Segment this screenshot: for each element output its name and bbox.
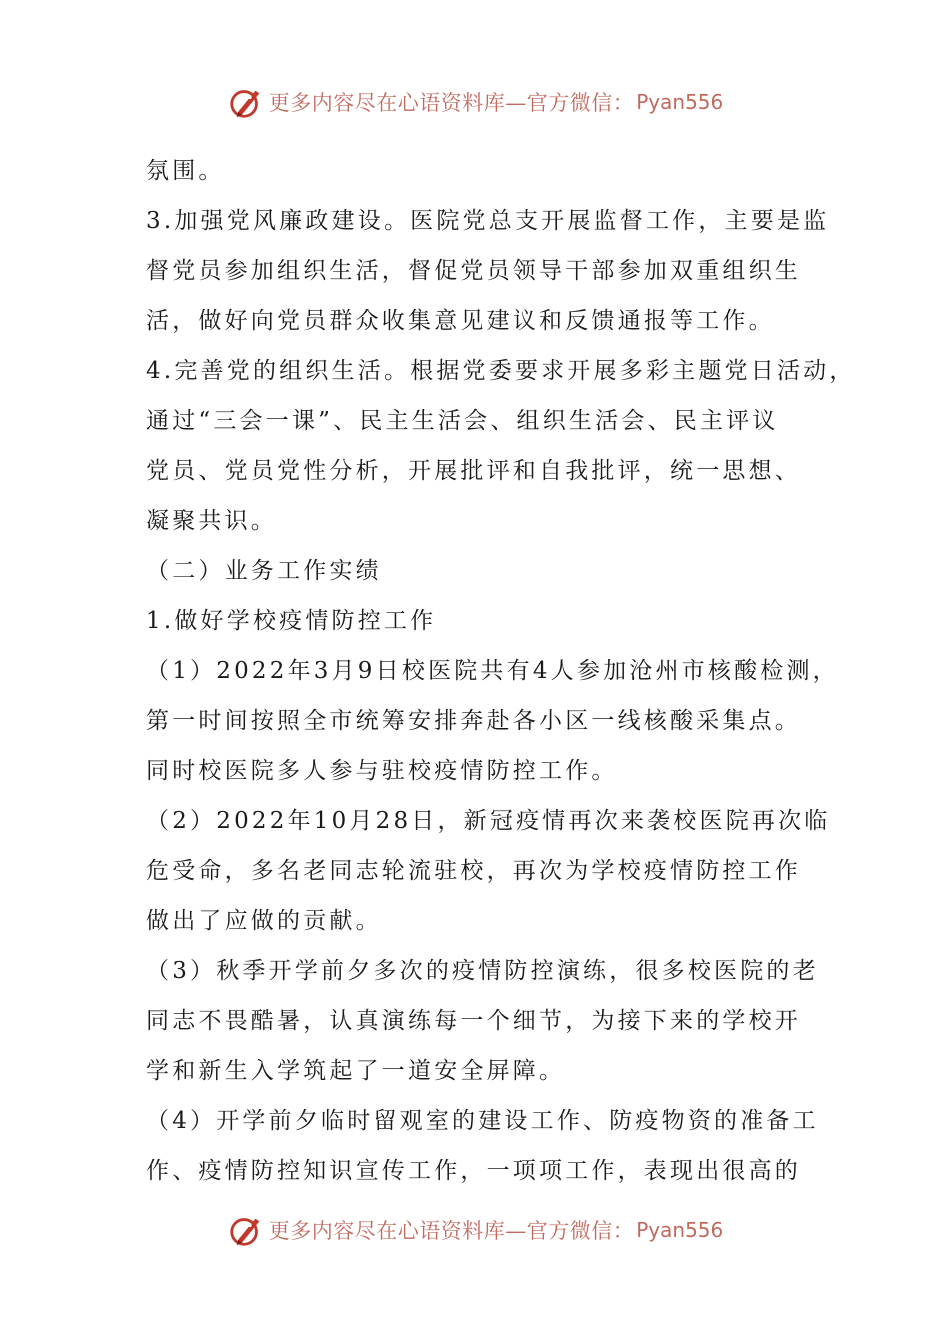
text-line: 危受命，多名老同志轮流驻校，再次为学校疫情防控工作	[146, 858, 801, 884]
text-line: 同志不畏酷暑，认真演练每一个细节，为接下来的学校开	[146, 1008, 801, 1034]
text-line: 凝聚共识。	[146, 508, 277, 534]
banner-text: 更多内容尽在心语资料库—官方微信：	[268, 1219, 635, 1243]
text-line: 做出了应做的贡献。	[146, 908, 382, 934]
footer-watermark-banner	[0, 1208, 950, 1252]
section-heading: （二）业务工作实绩	[146, 558, 382, 584]
text-line: 学和新生入学筑起了一道安全屏障。	[146, 1058, 566, 1084]
banner-text: 更多内容尽在心语资料库—官方微信：	[268, 91, 635, 115]
subsection-heading: 1.做好学校疫情防控工作	[146, 608, 437, 634]
text-line: 3.加强党风廉政建设。医院党总支开展监督工作，主要是监	[146, 208, 830, 234]
pen-logo-icon	[227, 83, 265, 121]
text-line: 氛围。	[146, 158, 225, 184]
banner-wechat-id: Pyan556	[636, 1218, 724, 1242]
header-watermark-banner	[0, 80, 950, 124]
text-line: （3）秋季开学前夕多次的疫情防控演练，很多校医院的老	[146, 958, 819, 984]
document-body	[146, 146, 856, 1196]
text-line: 同时校医院多人参与驻校疫情防控工作。	[146, 758, 618, 784]
text-line: 活，做好向党员群众收集意见建议和反馈通报等工作。	[146, 308, 775, 334]
text-line: 4.完善党的组织生活。根据党委要求开展多彩主题党日活动，	[146, 358, 856, 384]
pen-logo-icon	[227, 1211, 265, 1249]
banner-wechat-id: Pyan556	[636, 90, 724, 114]
text-line: （1）2022年3月9日校医院共有4人参加沧州市核酸检测，	[146, 658, 839, 684]
text-line: （4）开学前夕临时留观室的建设工作、防疫物资的准备工	[146, 1108, 819, 1134]
text-line: 作、疫情防控知识宣传工作，一项项工作，表现出很高的	[146, 1158, 801, 1184]
text-line: 党员、党员党性分析，开展批评和自我批评，统一思想、	[146, 458, 801, 484]
text-line: 第一时间按照全市统筹安排奔赴各小区一线核酸采集点。	[146, 708, 801, 734]
text-line: （2）2022年10月28日，新冠疫情再次来袭校医院再次临	[146, 808, 831, 834]
text-line: 督党员参加组织生活，督促党员领导干部参加双重组织生	[146, 258, 801, 284]
text-line: 通过“三会一课”、民主生活会、组织生活会、民主评议	[146, 408, 779, 434]
